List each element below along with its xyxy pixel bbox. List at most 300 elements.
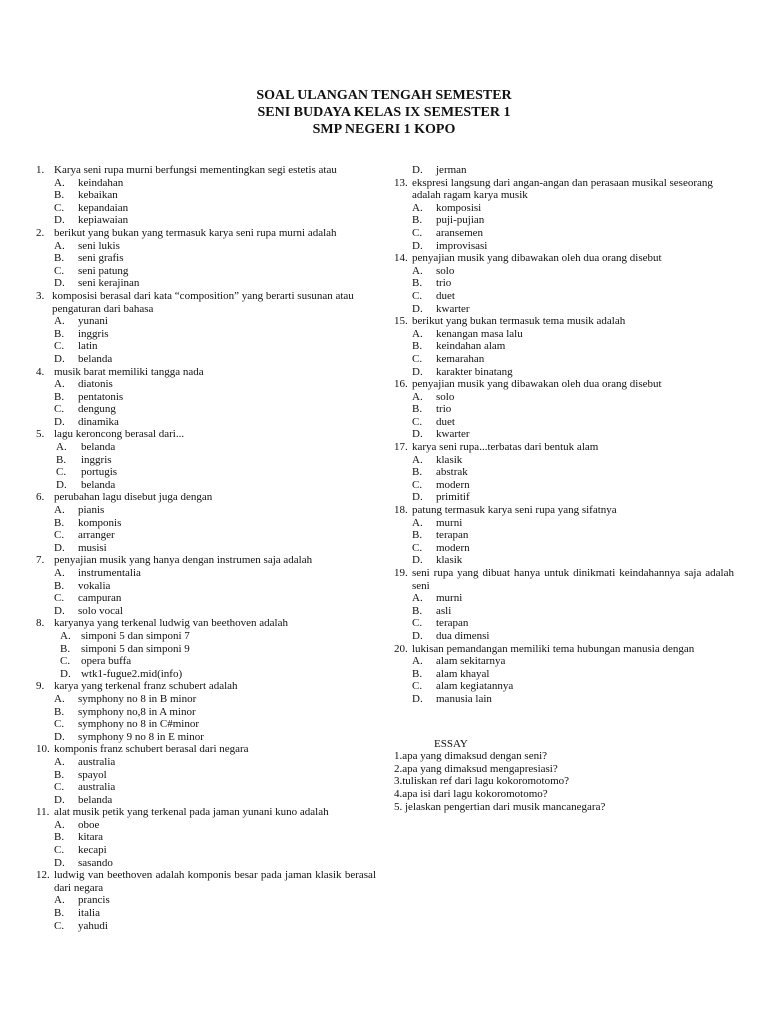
question-number: 18. (394, 504, 408, 517)
option-letter: B. (54, 907, 65, 920)
option-letter: C. (54, 592, 65, 605)
question-number: 1. (36, 164, 45, 176)
answer-option (36, 315, 376, 328)
option-letter: A. (412, 516, 423, 529)
option-letter: D. (412, 302, 423, 315)
option-text: duet (436, 289, 455, 302)
answer-option (36, 580, 376, 593)
option-letter: C. (412, 415, 423, 428)
option-letter: D. (56, 478, 67, 491)
question-20 (394, 643, 734, 656)
option-letter: A. (60, 629, 71, 642)
question-13 (394, 177, 734, 202)
option-text: modern (436, 541, 470, 554)
answer-option (36, 403, 376, 416)
option-letter: B. (60, 642, 71, 655)
question-text: komponis franz schubert berasal dari negara (54, 743, 249, 756)
question-number: 3. (36, 289, 45, 302)
option-letter: B. (412, 340, 423, 353)
question-number: 14. (394, 252, 408, 265)
question-number: 12. (36, 869, 50, 882)
option-letter: A. (412, 592, 423, 605)
answer-option (36, 894, 376, 907)
option-letter: A. (54, 755, 65, 768)
option-letter: C. (60, 655, 71, 668)
answer-option (36, 416, 376, 429)
answer-option (394, 680, 734, 693)
document-title: SOAL ULANGAN TENGAH SEMESTER (256, 88, 512, 103)
option-text: prancis (78, 894, 110, 907)
question-text: lukisan pemandangan memiliki tema hubungan manusia dengan (412, 642, 695, 655)
answer-option (394, 416, 734, 429)
option-letter: D. (54, 730, 65, 743)
option-letter: A. (412, 327, 423, 340)
question-number: 11. (36, 806, 50, 819)
option-text: alam kegiatannya (436, 680, 514, 693)
option-letter: D. (412, 491, 423, 504)
option-letter: C. (56, 466, 67, 479)
question-text: lagu keroncong berasal dari... (54, 428, 185, 441)
option-text: inggris (78, 327, 109, 340)
question-text: penyajian musik yang dibawakan oleh dua orang disebut (412, 252, 662, 265)
option-letter: B. (412, 277, 423, 290)
option-text: solo (436, 390, 455, 403)
question-text: penyajian musik yang hanya dengan instrumen saja adalah (54, 554, 313, 567)
answer-option (36, 277, 376, 290)
option-text: kenangan masa lalu (436, 327, 523, 340)
answer-option (36, 920, 376, 933)
option-text: symphony no 8 in B minor (78, 692, 197, 705)
option-letter: B. (54, 189, 65, 202)
question-text: patung termasuk karya seni rupa yang sifatnya (412, 504, 617, 517)
essay-question: 5. jelaskan pengertian dari musik mancanegara? (394, 800, 606, 813)
answer-option (36, 844, 376, 857)
option-text: improvisasi (436, 239, 488, 252)
question-text: musik barat memiliki tangga nada (54, 365, 204, 378)
question-4 (36, 366, 376, 379)
option-letter: D. (54, 604, 65, 617)
answer-option (394, 693, 734, 706)
answer-option (394, 214, 734, 227)
question-number: 9. (36, 680, 45, 693)
answer-option (36, 907, 376, 920)
answer-option (36, 769, 376, 782)
option-text: spayol (78, 768, 107, 781)
question-3 (36, 290, 376, 315)
option-letter: B. (54, 579, 65, 592)
option-text: belanda (78, 352, 113, 365)
option-text: instrumentalia (78, 567, 141, 579)
question-number: 16. (394, 378, 408, 391)
option-letter: A. (54, 176, 65, 189)
answer-option (36, 542, 376, 555)
option-text: italia (78, 907, 100, 920)
option-text: simponi 5 dan simponi 7 (81, 629, 190, 642)
question-text: karyanya yang terkenal ludwig van beethoven adalah (54, 617, 288, 630)
option-letter: C. (54, 844, 65, 857)
option-text: wtk1-fugue2.mid(info) (81, 667, 183, 680)
answer-option (36, 328, 376, 341)
option-letter: C. (54, 781, 65, 794)
answer-option (394, 240, 734, 253)
option-text: aransemen (436, 226, 484, 239)
option-text: kwarter (436, 428, 470, 441)
option-text: portugis (81, 466, 118, 479)
option-text: abstrak (436, 466, 468, 479)
option-text: keindahan (78, 176, 124, 189)
option-text: symphony no,8 in A minor (78, 705, 196, 718)
option-text: seni kerajinan (78, 277, 140, 290)
answer-option (36, 340, 376, 353)
option-letter: D. (54, 352, 65, 365)
document-subtitle: SENI BUDAYA KELAS IX SEMESTER 1 (257, 105, 511, 120)
option-text: dua dimensi (436, 629, 490, 642)
answer-option (394, 668, 734, 681)
option-text: keindahan alam (436, 340, 506, 353)
answer-option (36, 466, 376, 479)
option-text: dinamika (78, 415, 119, 428)
option-letter: A. (54, 504, 65, 517)
option-letter: B. (54, 768, 65, 781)
option-letter: A. (412, 453, 423, 466)
answer-option (394, 403, 734, 416)
question-16 (394, 378, 734, 391)
option-letter: B. (412, 466, 423, 479)
option-text: yunani (78, 315, 108, 328)
answer-option (394, 630, 734, 643)
option-letter: C. (54, 201, 65, 214)
answer-option (394, 265, 734, 278)
question-text: karya yang terkenal franz schubert adalah (54, 680, 238, 693)
option-letter: B. (56, 453, 67, 466)
option-text: trio (436, 403, 452, 416)
question-5 (36, 428, 376, 441)
question-text: perubahan lagu disebut juga dengan (54, 491, 213, 504)
question-text: berikut yang bukan termasuk tema musik adalah (412, 315, 626, 328)
answer-option (394, 479, 734, 492)
option-text: murni (436, 592, 463, 605)
option-text: australia (78, 755, 116, 768)
question-number: 15. (394, 315, 408, 328)
option-letter: D. (412, 554, 423, 567)
option-letter: C. (412, 617, 423, 630)
option-text: komponis (78, 516, 122, 529)
question-number: 19. (394, 567, 408, 579)
answer-option (394, 529, 734, 542)
option-text: komposisi (436, 201, 482, 214)
question-text: ekspresi langsung dari angan-angan dan perasaan musikal seseorang adalah ragam karya musik (412, 176, 713, 202)
option-letter: D. (54, 415, 65, 428)
option-letter: C. (54, 403, 65, 416)
question-15 (394, 315, 734, 328)
answer-option (36, 643, 376, 656)
question-number: 8. (36, 617, 45, 630)
option-letter: C. (412, 226, 423, 239)
option-text: jerman (436, 164, 467, 176)
answer-option (394, 428, 734, 441)
answer-option (36, 706, 376, 719)
option-text: belanda (78, 793, 113, 806)
option-letter: C. (54, 529, 65, 542)
option-letter: A. (412, 264, 423, 277)
option-text: seni lukis (78, 239, 120, 252)
question-2 (36, 227, 376, 240)
option-letter: C. (54, 264, 65, 277)
answer-option (394, 655, 734, 668)
option-text: dengung (78, 403, 116, 416)
option-text: klasik (436, 554, 463, 567)
option-letter: B. (54, 327, 65, 340)
option-text: karakter binatang (436, 365, 513, 378)
right-column (394, 164, 734, 813)
answer-option (36, 630, 376, 643)
answer-option (36, 655, 376, 668)
question-10 (36, 743, 376, 756)
option-text: sasando (78, 856, 113, 869)
option-text: arranger (78, 529, 115, 542)
answer-option (394, 164, 734, 177)
option-text: manusia lain (436, 692, 492, 705)
question-number: 2. (36, 226, 45, 239)
option-text: modern (436, 478, 470, 491)
answer-option (36, 252, 376, 265)
question-number: 20. (394, 642, 408, 655)
option-text: solo (436, 264, 455, 277)
question-text: berikut yang bukan yang termasuk karya seni rupa murni adalah (54, 226, 337, 239)
answer-option (36, 517, 376, 530)
option-text: oboe (78, 818, 100, 831)
question-text: karya seni rupa...terbatas dari bentuk alam (412, 441, 599, 454)
answer-option (394, 303, 734, 316)
answer-option (394, 454, 734, 467)
option-letter: D. (60, 667, 71, 680)
answer-option (36, 781, 376, 794)
answer-option (394, 328, 734, 341)
option-letter: B. (412, 529, 423, 542)
answer-option (36, 668, 376, 681)
option-text: belanda (81, 441, 116, 454)
answer-option (36, 378, 376, 391)
answer-option (36, 177, 376, 190)
option-text: kemarahan (436, 352, 485, 365)
option-text: opera buffa (81, 655, 132, 668)
answer-option (36, 214, 376, 227)
question-number: 13. (394, 176, 408, 189)
essay-question: 1.apa yang dimaksud dengan seni? (394, 750, 548, 763)
answer-option (36, 391, 376, 404)
option-text: latin (78, 340, 98, 353)
option-text: belanda (81, 478, 116, 491)
answer-option (36, 240, 376, 253)
option-letter: B. (54, 390, 65, 403)
answer-option (36, 202, 376, 215)
option-text: kitara (78, 831, 104, 844)
question-11 (36, 806, 376, 819)
answer-option (394, 542, 734, 555)
question-12 (36, 869, 376, 894)
option-letter: B. (54, 252, 65, 265)
answer-option (36, 731, 376, 744)
question-6 (36, 491, 376, 504)
answer-option (36, 454, 376, 467)
option-text: kwarter (436, 302, 470, 315)
option-text: seni grafis (78, 252, 124, 265)
answer-option (36, 756, 376, 769)
option-letter: D. (54, 277, 65, 290)
answer-option (36, 567, 376, 580)
answer-option (36, 831, 376, 844)
question-number: 7. (36, 554, 45, 567)
option-letter: A. (412, 201, 423, 214)
option-letter: D. (54, 856, 65, 869)
option-letter: D. (412, 239, 423, 252)
answer-option (394, 466, 734, 479)
option-letter: A. (54, 894, 65, 907)
option-letter: A. (412, 655, 423, 668)
option-text: pentatonis (78, 390, 124, 403)
answer-option (36, 592, 376, 605)
option-text: yahudi (78, 919, 108, 932)
answer-option (394, 592, 734, 605)
question-17 (394, 441, 734, 454)
option-letter: A. (54, 378, 65, 391)
option-text: puji-pujian (436, 214, 485, 227)
option-text: alam sekitarnya (436, 655, 506, 668)
essay-question: 4.apa isi dari lagu kokoromotomo? (394, 787, 548, 800)
answer-option (36, 819, 376, 832)
option-letter: D. (412, 365, 423, 378)
essay-question: 2.apa yang dimaksud mengapresiasi? (394, 762, 558, 775)
answer-option (36, 504, 376, 517)
answer-option (36, 794, 376, 807)
option-letter: C. (412, 541, 423, 554)
question-text: ludwig van beethoven adalah komponis besar pada jaman klasik berasal dari negara (54, 869, 376, 894)
option-letter: A. (54, 315, 65, 328)
question-1 (36, 164, 376, 177)
option-letter: B. (54, 831, 65, 844)
option-text: kecapi (78, 844, 107, 857)
question-text: penyajian musik yang dibawakan oleh dua orang disebut (412, 378, 662, 391)
answer-option (394, 290, 734, 303)
option-letter: B. (54, 705, 65, 718)
answer-option (394, 277, 734, 290)
question-text: alat musik petik yang terkenal pada jaman yunani kuno adalah (54, 806, 329, 819)
option-text: diatonis (78, 378, 113, 391)
option-text: vokalia (78, 579, 111, 592)
option-text: inggris (81, 453, 112, 466)
option-letter: A. (54, 239, 65, 252)
essay-question: 3.tuliskan ref dari lagu kokoromotomo? (394, 775, 570, 788)
answer-option (394, 491, 734, 504)
question-text: Karya seni rupa murni berfungsi mementingkan segi estetis atau (54, 164, 337, 176)
option-text: klasik (436, 453, 463, 466)
answer-option (394, 554, 734, 567)
option-letter: B. (54, 516, 65, 529)
option-letter: D. (412, 164, 423, 176)
school-name: SMP NEGERI 1 KOPO (312, 122, 456, 137)
option-text: symphony no 8 in C#minor (78, 718, 200, 731)
option-letter: C. (54, 919, 65, 932)
answer-option (394, 340, 734, 353)
option-text: symphony 9 no 8 in E minor (78, 730, 204, 743)
essay-heading: ESSAY (434, 737, 468, 750)
option-letter: D. (54, 793, 65, 806)
answer-option (394, 617, 734, 630)
option-text: primitif (436, 491, 470, 504)
option-letter: D. (54, 214, 65, 227)
question-14 (394, 252, 734, 265)
option-text: alam khayal (436, 667, 490, 680)
option-letter: B. (412, 214, 423, 227)
answer-option (394, 353, 734, 366)
option-letter: C. (412, 680, 423, 693)
option-text: kebaikan (78, 189, 118, 202)
answer-option (36, 605, 376, 618)
answer-option (36, 353, 376, 366)
answer-option (36, 529, 376, 542)
answer-option (36, 189, 376, 202)
option-text: trio (436, 277, 452, 290)
answer-option (394, 517, 734, 530)
option-letter: C. (54, 340, 65, 353)
option-letter: C. (412, 289, 423, 302)
option-text: australia (78, 781, 116, 794)
option-letter: C. (412, 478, 423, 491)
option-letter: A. (54, 692, 65, 705)
option-text: campuran (78, 592, 122, 605)
answer-option (36, 265, 376, 278)
question-number: 4. (36, 365, 45, 378)
answer-option (36, 718, 376, 731)
option-letter: A. (54, 567, 65, 579)
option-letter: A. (412, 390, 423, 403)
question-number: 10. (36, 743, 50, 756)
answer-option (36, 479, 376, 492)
question-8 (36, 617, 376, 630)
option-text: simponi 5 dan simponi 9 (81, 642, 190, 655)
answer-option (394, 202, 734, 215)
answer-option (36, 693, 376, 706)
option-letter: C. (412, 352, 423, 365)
question-9 (36, 680, 376, 693)
left-column (36, 164, 376, 932)
option-letter: D. (412, 629, 423, 642)
option-letter: D. (412, 692, 423, 705)
question-number: 6. (36, 491, 45, 504)
option-letter: C. (54, 718, 65, 731)
option-letter: B. (412, 667, 423, 680)
answer-option (394, 391, 734, 404)
option-text: pianis (78, 504, 105, 517)
question-19 (394, 567, 734, 592)
question-18 (394, 504, 734, 517)
question-text: seni rupa yang dibuat hanya untuk dinikmati keindahannya saja adalah seni (412, 567, 734, 592)
answer-option (394, 605, 734, 618)
answer-option (36, 857, 376, 870)
option-text: duet (436, 415, 455, 428)
option-letter: B. (412, 403, 423, 416)
option-letter: A. (56, 441, 67, 454)
question-number: 17. (394, 441, 408, 454)
option-text: kepandaian (78, 201, 129, 214)
answer-option (394, 227, 734, 240)
option-letter: D. (54, 541, 65, 554)
question-text: komposisi berasal dari kata “composition” yang berarti susunan atau pengaturan dari bahasa (52, 289, 354, 315)
answer-option (394, 366, 734, 379)
option-text: terapan (436, 617, 469, 630)
option-text: solo vocal (78, 604, 123, 617)
option-letter: D. (412, 428, 423, 441)
